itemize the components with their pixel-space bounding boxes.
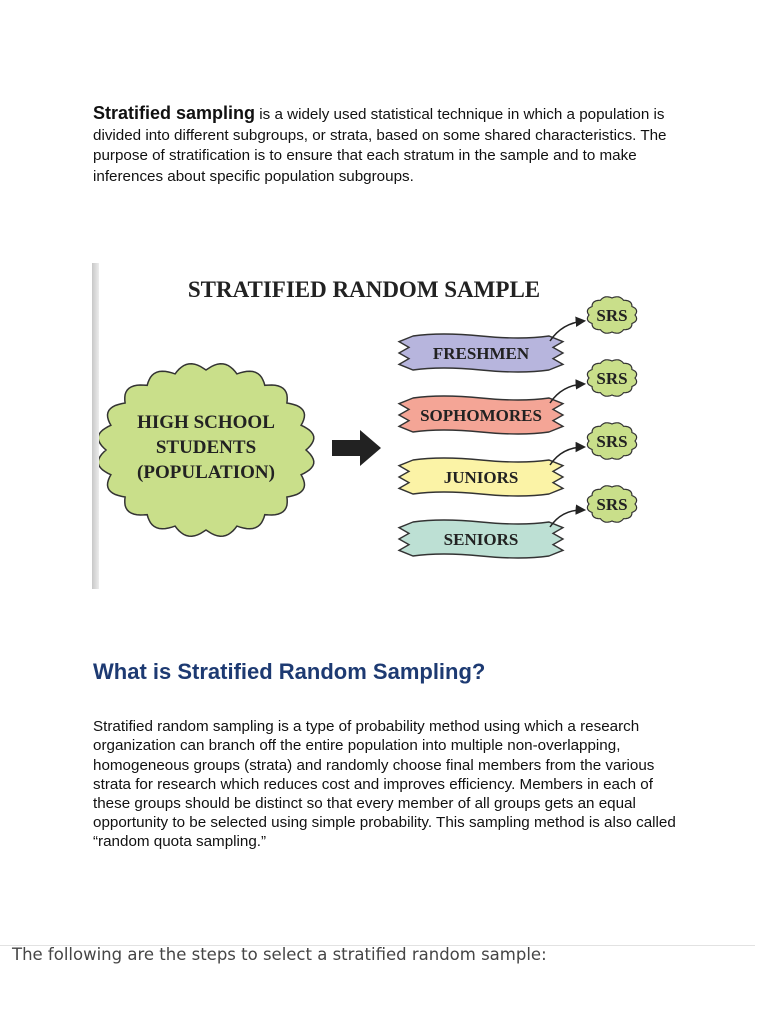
population-node: [98, 364, 314, 536]
figure-title: STRATIFIED RANDOM SAMPLE: [187, 277, 541, 302]
figure-edge: [92, 263, 99, 589]
srs-label: SRS: [596, 369, 628, 388]
stratum-label: SENIORS: [443, 530, 519, 549]
intro-paragraph: [93, 103, 673, 187]
stratum-label: JUNIORS: [443, 468, 519, 487]
srs-node: [587, 297, 636, 333]
sample-list: [587, 297, 636, 522]
steps-heading: The following are the steps to select a stratified random sample:: [12, 945, 547, 964]
stratum-freshmen: [399, 321, 584, 372]
stratum-sophomores: [399, 384, 584, 434]
section-body: Stratified random sampling is a type of probability method using which a research organization can branch off the entire population into multiple non-overlapping, homogeneous groups (strata) and randomly choose final members from the various strata for research which reduces cost and improves efficiency. Members in each of these groups should be distinct so that every member of all groups gets an equal opportunity to be selected using simple probability. This sampling method is also called “random quota sampling.”: [93, 718, 676, 851]
population-line-2: STUDENTS: [155, 437, 257, 458]
srs-label: SRS: [596, 306, 628, 325]
population-line-1: HIGH SCHOOL: [137, 412, 275, 433]
stratum-juniors: [399, 447, 584, 496]
strata-list: [399, 321, 584, 558]
srs-node: [587, 486, 636, 522]
srs-label: SRS: [596, 432, 628, 451]
srs-node: [587, 360, 636, 396]
srs-label: SRS: [596, 495, 628, 514]
intro-text: is a widely used statistical technique in which a population is divided into different subgroups, or strata, based on some shared characteristics. The purpose of stratification is to ensure that each stratum in the sample and to make inferences about specific population subgroups.: [93, 106, 667, 185]
stratum-seniors: [399, 510, 584, 558]
section-heading: What is Stratified Random Sampling?: [93, 659, 486, 684]
stratum-label: FRESHMEN: [432, 344, 530, 363]
stratify-arrow: [332, 430, 381, 466]
stratified-sample-diagram: [92, 263, 652, 589]
intro-term: Stratified sampling: [93, 103, 256, 124]
population-line-3: (POPULATION): [137, 462, 275, 483]
stratum-label: SOPHOMORES: [420, 406, 542, 425]
srs-node: [587, 423, 636, 459]
